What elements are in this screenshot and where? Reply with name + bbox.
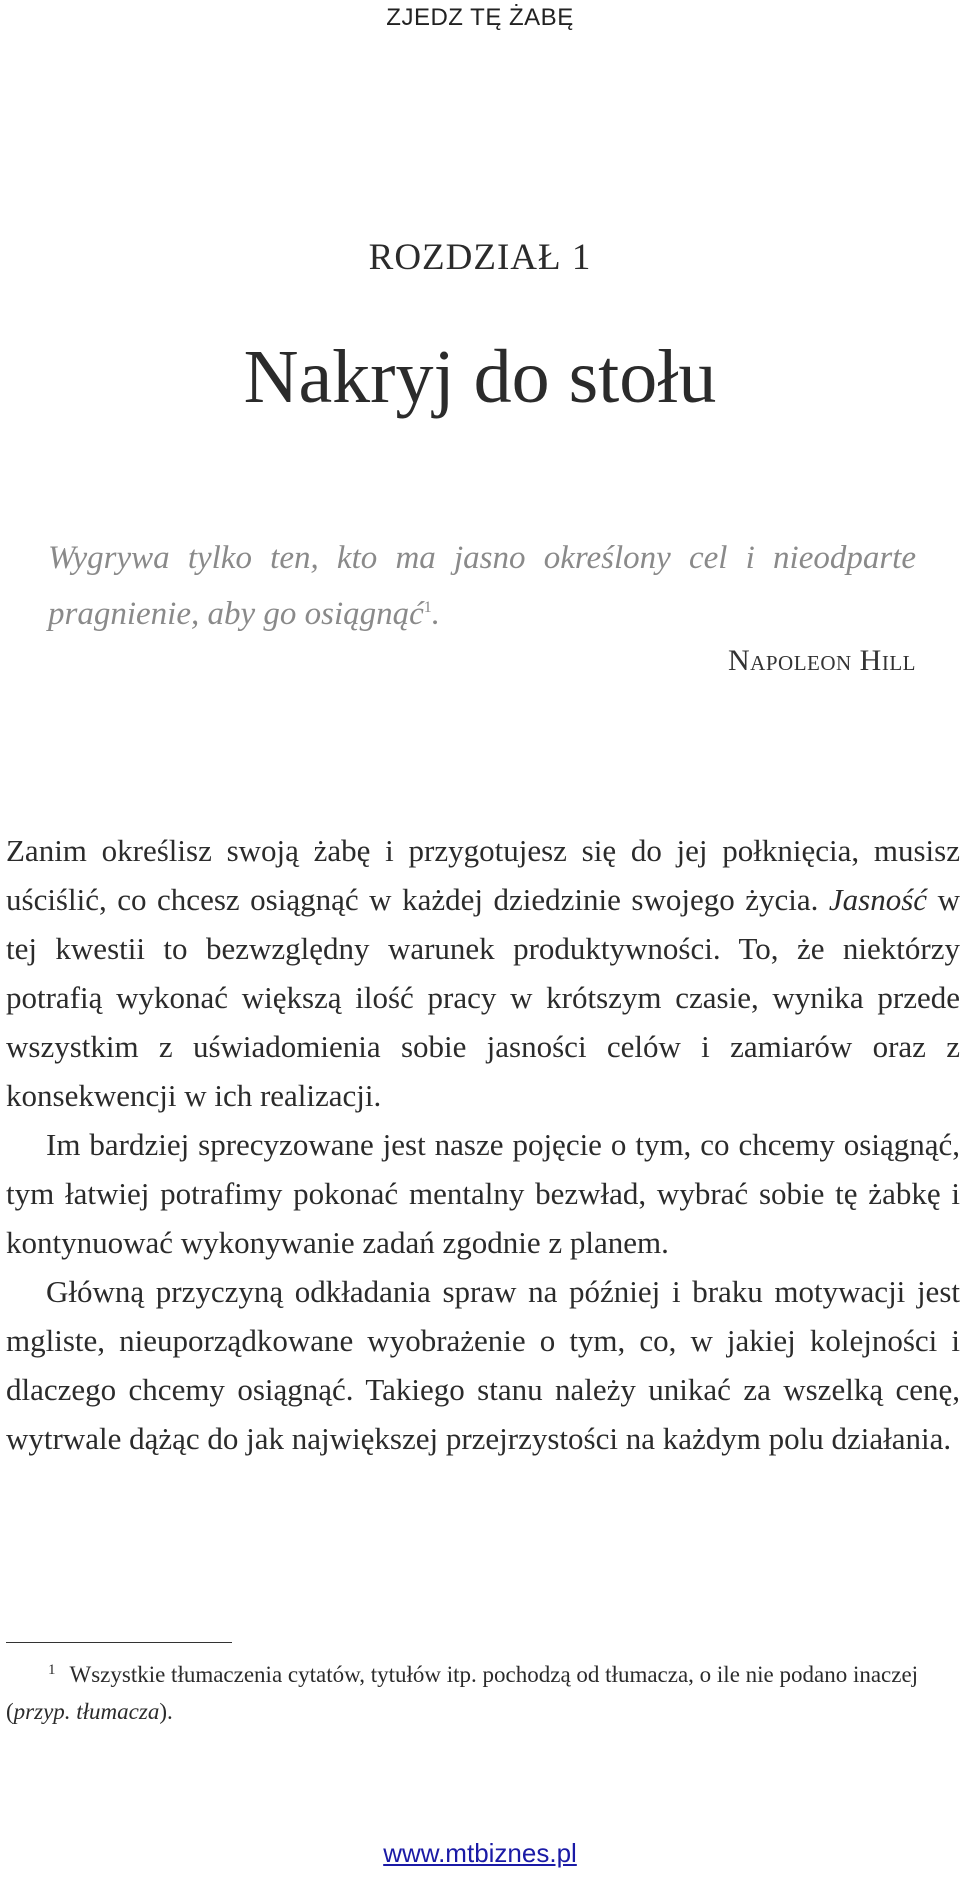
footnote [6,1652,952,1730]
footnote-divider [6,1642,232,1643]
paragraph-text: w tej kwestii to bezwzględny warunek produktywności. To, że niektórzy potrafią wykonać większą ilość pracy w krótszym czasie, wynika przede wszystkim z uświadomienia sobie jasności celów i zamiarów oraz z konsekwencji w ich realizacji. [6,882,960,1113]
chapter-label: ROZDZIAŁ 1 [368,237,592,278]
paragraph [6,826,960,1120]
epigraph-author: Napoleon Hill [728,644,916,677]
paragraph: Główną przyczyną odkładania spraw na później i braku motywacji jest mgliste, nieuporządkowane wyobrażenie o tym, co, w jakiej kolejności i dlaczego chcemy osiągnąć. Takiego stanu należy unikać za wszelką cenę, wytrwale dążąc do jak największej przejrzystości na każdym polu działania. [6,1274,960,1456]
footnote-text: Wszystkie tłumaczenia cytatów, tytułów itp. pochodzą od tłumacza, o ile nie podano inaczej ( [6,1662,919,1724]
body-text [6,826,960,1463]
website-link[interactable]: www.mtbiznes.pl [383,1838,577,1868]
epigraph-quote: Wygrywa tylko ten, kto ma jasno określony cel i nieodparte pragnienie, aby go osiągnąć$^1$. [48,540,916,632]
epigraph-text: Wygrywa tylko ten, kto ma jasno określony cel i nieodparte pragnienie, aby go osiągnąć [48,540,916,632]
emphasis-term: Jasność [828,882,928,917]
running-header: ZJEDZ TĘ ŻABĘ [386,4,574,31]
paragraph-text: Zanim określisz swoją żabę i przygotujesz się do jej połknięcia, musisz uściślić, co chcesz osiągnąć w każdej dziedzinie swojego życia. [6,833,960,917]
epigraph-footnote-ref: 1 [423,599,432,616]
footnote-text-end: ). [159,1699,173,1724]
footnote-number: 1 [48,1662,56,1678]
chapter-title: Nakryj do stołu [243,335,717,419]
footnote-note: przyp. tłumacza [13,1699,160,1724]
paragraph: Im bardziej sprecyzowane jest nasze pojęcie o tym, co chcemy osiągnąć, tym łatwiej potrafimy pokonać mentalny bezwład, wybrać sobie tę żabkę i kontynuować wykonywanie zadań zgodnie z planem. [6,1127,960,1260]
